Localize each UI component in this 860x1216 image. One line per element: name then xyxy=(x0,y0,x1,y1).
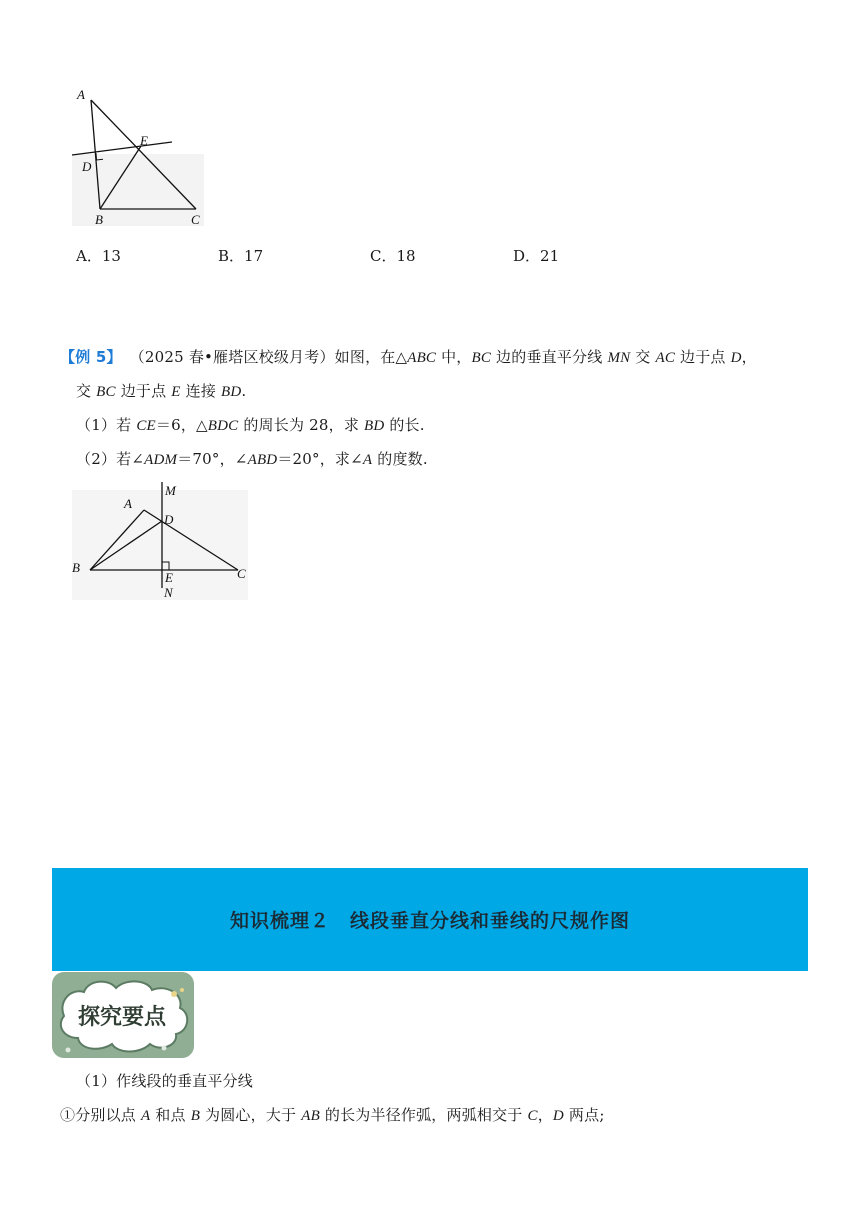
label-c: C xyxy=(191,212,200,227)
figure-2-triangle xyxy=(66,478,252,602)
example5-line1: 【例 5】 （2025 春•雁塔区校级月考）如图，在△ABC 中，BC 边的垂直平分线 MN 交 AC 边于点 D， xyxy=(60,348,757,366)
label-a: A xyxy=(124,496,132,511)
label-d: D xyxy=(82,159,92,174)
label-a: A xyxy=(77,87,85,102)
section-item-1: （1）作线段的垂直平分线 xyxy=(76,1072,253,1090)
label-e: E xyxy=(165,570,173,585)
explore-badge xyxy=(52,972,194,1064)
perpendicular-line xyxy=(72,142,172,155)
example5-question1: （1）若 CE＝6，△BDC 的周长为 28，求 BD 的长. xyxy=(76,416,425,434)
label-m: M xyxy=(165,483,176,498)
example5-line2: 交 BC 边于点 E 连接 BD. xyxy=(76,382,247,400)
choice-a[interactable]: A．13 xyxy=(76,247,121,265)
label-c: C xyxy=(237,566,246,581)
badge-text: 探究要点 xyxy=(77,1005,167,1030)
choice-c[interactable]: C．18 xyxy=(370,247,416,265)
label-b: B xyxy=(95,212,103,227)
choice-b[interactable]: B．17 xyxy=(218,247,264,265)
label-b: B xyxy=(72,560,80,575)
choice-d[interactable]: D．21 xyxy=(513,247,560,265)
section-step-1: ①分别以点 A 和点 B 为圆心，大于 AB 的长为半径作弧，两弧相交于 C，D 两点; xyxy=(60,1106,605,1124)
label-d: D xyxy=(164,512,174,527)
figure-1-triangle xyxy=(66,82,206,230)
label-e: E xyxy=(140,133,148,148)
banner-title: 知识梳理２ 线段垂直分线和垂线的尺规作图 xyxy=(229,910,630,932)
example-tag: 【例 5】 xyxy=(60,348,122,366)
example5-question2: （2）若∠ADM＝70°，∠ABD＝20°，求∠A 的度数. xyxy=(76,450,428,468)
section-banner xyxy=(52,868,808,971)
label-n: N xyxy=(164,585,173,600)
